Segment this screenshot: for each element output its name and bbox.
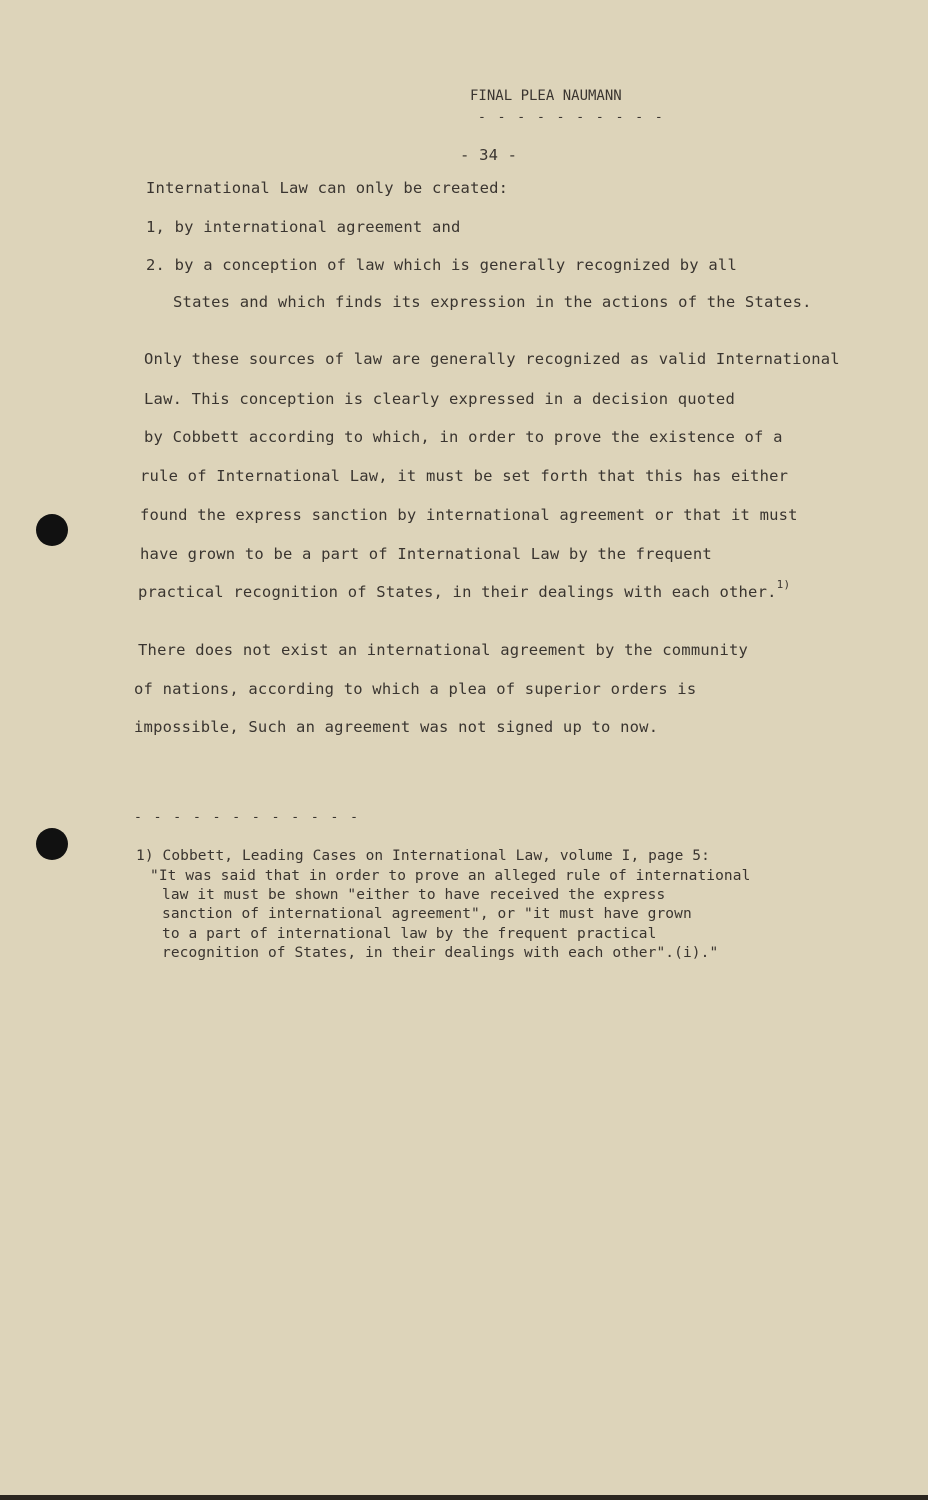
body-line: States and which finds its expression in the actions of the States.	[173, 293, 812, 311]
footnote-line: "It was said that in order to prove an alleged rule of international	[150, 868, 751, 884]
footnote-line: 1) Cobbett, Leading Cases on International Law, volume I, page 5:	[136, 848, 710, 864]
body-line: found the express sanction by international agreement or that it must	[140, 506, 798, 524]
body-line: have grown to be a part of International Law by the frequent	[140, 545, 712, 563]
document-header: FINAL PLEA NAUMANN	[470, 88, 622, 104]
footnote-line: to a part of international law by the frequent practical	[162, 926, 657, 942]
body-line: by Cobbett according to which, in order to prove the existence of a	[144, 428, 783, 446]
body-line: rule of International Law, it must be set forth that this has either	[140, 467, 789, 485]
body-line-with-footnote-ref	[138, 578, 791, 601]
body-line-text: practical recognition of States, in their dealings with each other.	[138, 583, 777, 601]
footnote-line: law it must be shown "either to have received the express	[162, 887, 666, 903]
body-line: International Law can only be created:	[146, 179, 509, 197]
punch-hole	[36, 514, 68, 546]
header-rule: - - - - - - - - - -	[478, 110, 665, 125]
body-line: impossible, Such an agreement was not signed up to now.	[134, 718, 659, 736]
footnote-reference: 1)	[776, 578, 791, 591]
footnote-line: sanction of international agreement", or "it must have grown	[162, 906, 692, 922]
body-line: 1, by international agreement and	[146, 218, 461, 236]
body-line: Law. This conception is clearly expressed in a decision quoted	[144, 390, 735, 408]
body-line: There does not exist an international agreement by the community	[138, 641, 749, 659]
punch-hole	[36, 828, 68, 860]
body-line: Only these sources of law are generally recognized as valid International	[144, 350, 840, 368]
page-number: - 34 -	[460, 146, 518, 164]
page-bottom-edge	[0, 1495, 928, 1500]
body-line: 2. by a conception of law which is generally recognized by all	[146, 256, 737, 274]
footnote-line: recognition of States, in their dealings with each other".(i)."	[162, 945, 719, 961]
footnote-rule: - - - - - - - - - - - -	[134, 810, 361, 825]
body-line: of nations, according to which a plea of superior orders is	[134, 680, 697, 698]
